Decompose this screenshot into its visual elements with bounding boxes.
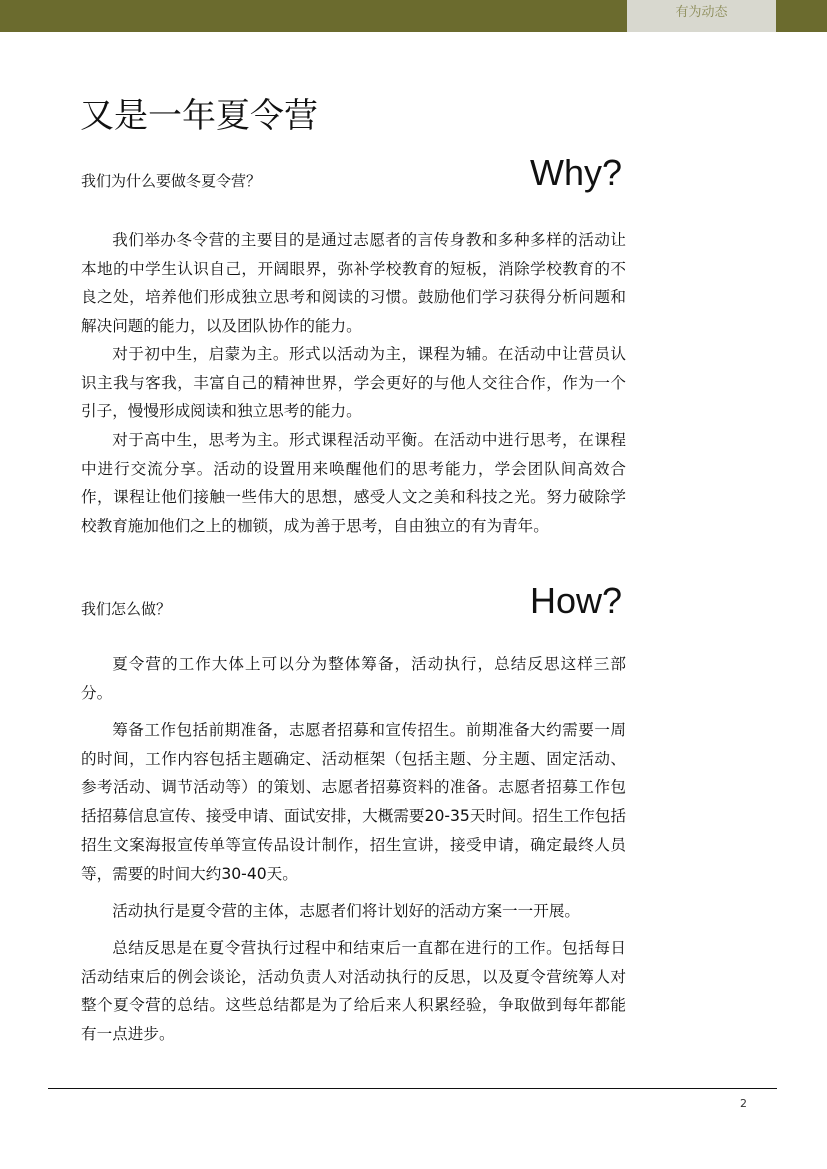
why-question: 我们为什么要做冬夏令营？ xyxy=(81,172,262,190)
why-paragraph-1: 我们举办冬令营的主要目的是通过志愿者的言传身教和多种多样的活动让本地的中学生认识自己，开阔眼界，弥补学校教育的短板，消除学校教育的不良之处，培养他们形成独立思考和阅读的习惯。鼓励他们学习获得分析问题和解决问题的能力，以及团队协作的能力。 xyxy=(81,231,626,336)
how-paragraph-2: 筹备工作包括前期准备，志愿者招募和宣传招生。前期准备大约需要一周的时间，工作内容包括主题确定、活动框架（包括主题、分主题、固定活动、参考活动、调节活动等）的策划、志愿者招募资料的准备。志愿者招募工作包括招募信息宣传、接受申请、面试安排，大概需要20-35天时间。招生工作包括招生文案海报宣传单等宣传品设计制作，招生宣讲，接受申请，确定最终人员等，需要的时间大约30-40天。 xyxy=(81,721,626,883)
why-paragraph-3: 对于高中生，思考为主。形式课程活动平衡。在活动中进行思考，在课程中进行交流分享。活动的设置用来唤醒他们的思考能力，学会团队间高效合作，课程让他们接触一些伟大的思想，感受人文之美和科技之光。努力破除学校教育施加他们之上的枷锁，成为善于思考，自由独立的有为青年。 xyxy=(81,431,626,536)
how-question: 我们怎么做？ xyxy=(81,600,172,618)
how-paragraph-1: 夏令营的工作大体上可以分为整体筹备，活动执行，总结反思这样三部分。 xyxy=(81,655,626,702)
header-bar xyxy=(0,0,827,32)
how-paragraph-4: 总结反思是在夏令营执行过程中和结束后一直都在进行的工作。包括每日活动结束后的例会谈论，活动负责人对活动执行的反思，以及夏令营统筹人对整个夏令营的总结。这些总结都是为了给后来人积累经验，争取做到每年都能有一点进步。 xyxy=(81,939,626,1044)
why-paragraph-2: 对于初中生，启蒙为主。形式以活动为主，课程为辅。在活动中让营员认识主我与客我，丰富自己的精神世界，学会更好的与他人交往合作，作为一个引子，慢慢形成阅读和独立思考的能力。 xyxy=(81,345,626,421)
section-tab: 有为动态 xyxy=(627,0,776,32)
how-paragraph-3: 活动执行是夏令营的主体，志愿者们将计划好的活动方案一一开展。 xyxy=(112,902,581,920)
footer-divider xyxy=(48,1088,777,1089)
how-tag: How? xyxy=(530,580,623,621)
page-title: 又是一年夏令营 xyxy=(80,96,318,136)
why-tag: Why? xyxy=(530,152,623,193)
page-number: 2 xyxy=(740,1097,747,1110)
